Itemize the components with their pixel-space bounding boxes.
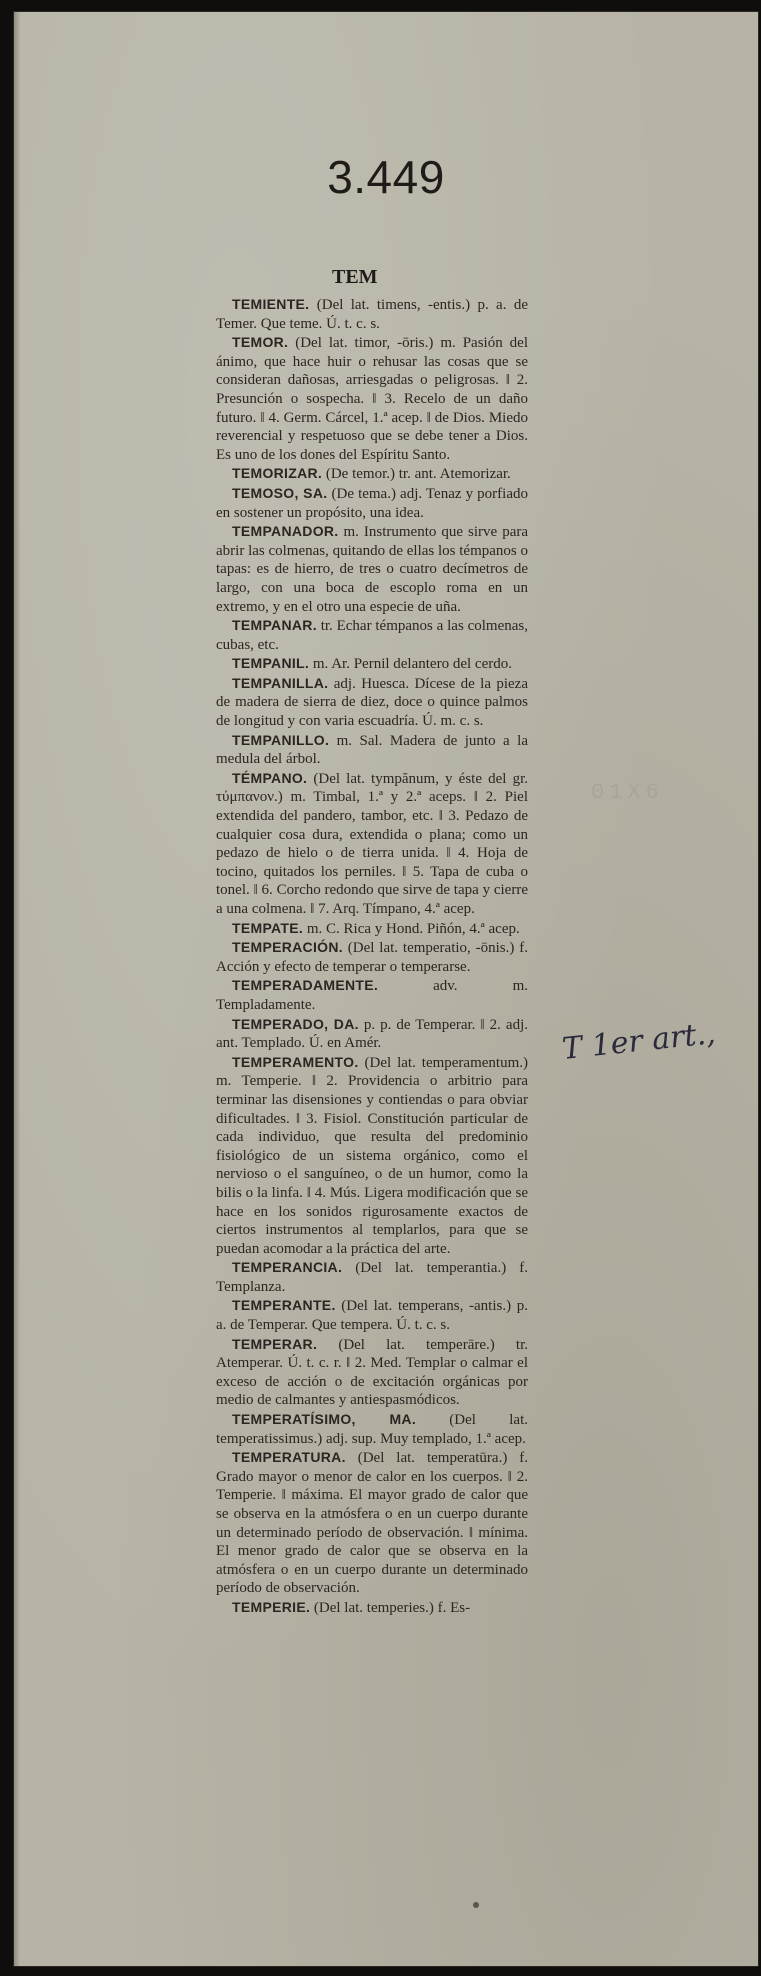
entry-definition: (Del lat. temperatissimus.) adj. sup. Muy templado, 1.ª acep. (216, 1412, 528, 1447)
dictionary-entry (216, 1015, 528, 1053)
page-mark (473, 1902, 479, 1908)
dictionary-entry (216, 731, 528, 769)
entry-definition: adv. m. Templadamente. (216, 978, 528, 1013)
entry-headword: TEMPERANTE. (232, 1297, 336, 1314)
entry-headword: TEMPANAR. (232, 617, 317, 634)
entry-definition: m. C. Rica y Hond. Piñón, 4.ª acep. (303, 920, 520, 937)
dictionary-entry (216, 1053, 528, 1259)
faded-stamp: 01X6 (591, 780, 664, 805)
entry-definition: tr. Echar témpanos a las colmenas, cubas, etc. (216, 618, 528, 653)
dictionary-entry (216, 1296, 528, 1334)
dictionary-entries (216, 295, 528, 1618)
entry-definition: (Del lat. tympănum, y éste del gr. τύμπανον.) m. Timbal, 1.ª y 2.ª aceps. ‖ 2. Piel extendida del pandero, tambor, etc. ‖ 3. Pedazo de cualquier cosa dura, extendida o plana; como un pedazo de hielo o de tierra unida. ‖ 4. Hoja de tocino, quitados los perniles. ‖ 5. Tapa de cuba o tonel. ‖ 6. Corcho redondo que sirve de tapa y cierre a una colmena. ‖ 7. Arq. Tímpano, 4.ª acep. (216, 770, 528, 917)
entry-headword: TEMOR. (232, 334, 289, 351)
dictionary-entry (216, 654, 528, 674)
entry-definition: (De temor.) tr. ant. Atemorizar. (322, 466, 511, 483)
entry-definition: m. Instrumento que sirve para abrir las colmenas, quitando de ellas los témpanos o tapas: es de hierro, de tres o cuatro decímetros de largo, con una boca de escoplo roma en un extremo, y en el otro una especie de uña. (216, 524, 529, 615)
entry-headword: TEMPANILLA. (232, 674, 329, 691)
dictionary-entry (216, 938, 528, 976)
entry-definition: (Del lat. temperantia.) f. Templanza. (216, 1260, 528, 1295)
entry-definition: (De tema.) adj. Tenaz y porfiado en sostener un propósito, una idea. (216, 485, 528, 521)
entry-headword: TEMIENTE. (232, 296, 310, 312)
dictionary-entry (216, 333, 528, 464)
entry-definition: (Del lat. temperāre.) tr. Atemperar. Ú. t. c. r. ‖ 2. Med. Templar o calmar el exceso de acción o de excitación orgánicas por medio de calmantes y antiespasmódicos. (216, 1336, 528, 1409)
dictionary-entry (216, 616, 528, 654)
section-heading: TEM (332, 266, 378, 288)
entry-headword: TEMPERAMENTO. (232, 1053, 359, 1070)
entry-headword: TEMORIZAR. (232, 465, 323, 482)
entry-headword: TEMPERANCIA. (232, 1259, 343, 1276)
entry-definition: (Del lat. timor, -ōris.) m. Pasión del ánimo, que hace huir o rehusar las cosas que se consideran dañosas, arriesgadas o peligrosas. ‖ 2. Presunción o sospecha. ‖ 3. Recelo de un daño futuro. ‖ 4. Germ. Cárcel, 1.ª acep. ‖ de Dios. Miedo reverencial y respetuoso que se debe tener a Dios. Es uno de los dones del Espíritu Santo. (216, 335, 528, 463)
entry-headword: TEMPERIE. (232, 1598, 311, 1615)
entry-definition: m. Ar. Pernil delantero del cerdo. (309, 656, 512, 673)
entry-headword: TEMOSO, SA. (232, 484, 328, 501)
page-number: 3.449 (327, 151, 445, 203)
dictionary-entry (216, 295, 528, 333)
dictionary-entry (216, 1410, 528, 1448)
entry-definition: (Del lat. temperatio, -ōnis.) f. Acción y efecto de temperar o temperarse. (216, 940, 528, 975)
entry-definition: (Del lat. temperies.) f. Es- (310, 1599, 471, 1616)
dictionary-entry (216, 522, 528, 616)
dictionary-entry (216, 1598, 528, 1618)
entry-headword: TEMPANILLO. (232, 731, 330, 748)
entry-definition: (Del lat. temperans, -antis.) p. a. de Temperar. Que tempera. Ú. t. c. s. (216, 1298, 528, 1334)
entry-definition: adj. Huesca. Dícese de la pieza de madera de sierra de diez, doce o quince palmos de longitud y con varia escuadría. Ú. m. c. s. (216, 675, 528, 730)
entry-definition: (Del lat. temperatūra.) f. Grado mayor o menor de calor en los cuerpos. ‖ 2. Temperie. ‖ máxima. El mayor grado de calor que se observa en la atmósfera o en un cuerpo durante un determinado período de observación. ‖ mínima. El menor grado de calor que se observa en la atmósfera o en un cuerpo durante un determinado período de observación. (216, 1450, 528, 1597)
entry-definition: (Del lat. temperamentum.) m. Temperie. ‖ 2. Providencia o arbitrio para terminar las disensiones y contiendas o para obviar dificultades. ‖ 3. Fisiol. Constitución particular de cada individuo, que resulta del predominio fisiológico de un sistema orgánico, como el nervioso o el sanguíneo, o de un humor, como la bilis o la linfa. ‖ 4. Mús. Ligera modificación que se hace en los sonidos rigurosamente exactos de ciertos instrumentos al templarlos, para que se puedan acomodar a la práctica del arte. (216, 1054, 528, 1257)
entry-definition: (Del lat. timens, -entis.) p. a. de Temer. Que teme. Ú. t. c. s. (216, 297, 528, 332)
page-edge-shadow (14, 12, 20, 1966)
entry-headword: TEMPANADOR. (232, 523, 339, 540)
document-page (14, 12, 758, 1966)
entry-definition: m. Sal. Madera de junto a la medula del árbol. (216, 732, 528, 768)
entry-headword: TEMPERATURA. (232, 1449, 346, 1466)
dictionary-entry (216, 1258, 528, 1296)
dictionary-entry (216, 1448, 528, 1598)
entry-headword: TÉMPANO. (232, 769, 308, 786)
entry-definition: p. p. de Temperar. ‖ 2. adj. ant. Templado. Ú. en Amér. (216, 1016, 528, 1052)
handwritten-margin-note: T 1er art., (560, 1016, 718, 1067)
entry-headword: TEMPERADAMENTE. (232, 977, 379, 994)
dictionary-entry (216, 674, 528, 731)
entry-headword: TEMPERACIÓN. (232, 939, 343, 956)
dictionary-entry (216, 769, 528, 919)
dictionary-entry (216, 464, 528, 484)
entry-headword: TEMPERADO, DA. (232, 1015, 359, 1032)
entry-headword: TEMPERATÍSIMO, MA. (232, 1411, 417, 1428)
dictionary-entry (216, 976, 528, 1014)
entry-headword: TEMPERAR. (232, 1335, 318, 1352)
dictionary-entry (216, 484, 528, 522)
entry-headword: TEMPANIL. (232, 655, 310, 672)
dictionary-entry (216, 1335, 528, 1410)
dictionary-entry (216, 919, 528, 939)
entry-headword: TEMPATE. (232, 919, 304, 936)
